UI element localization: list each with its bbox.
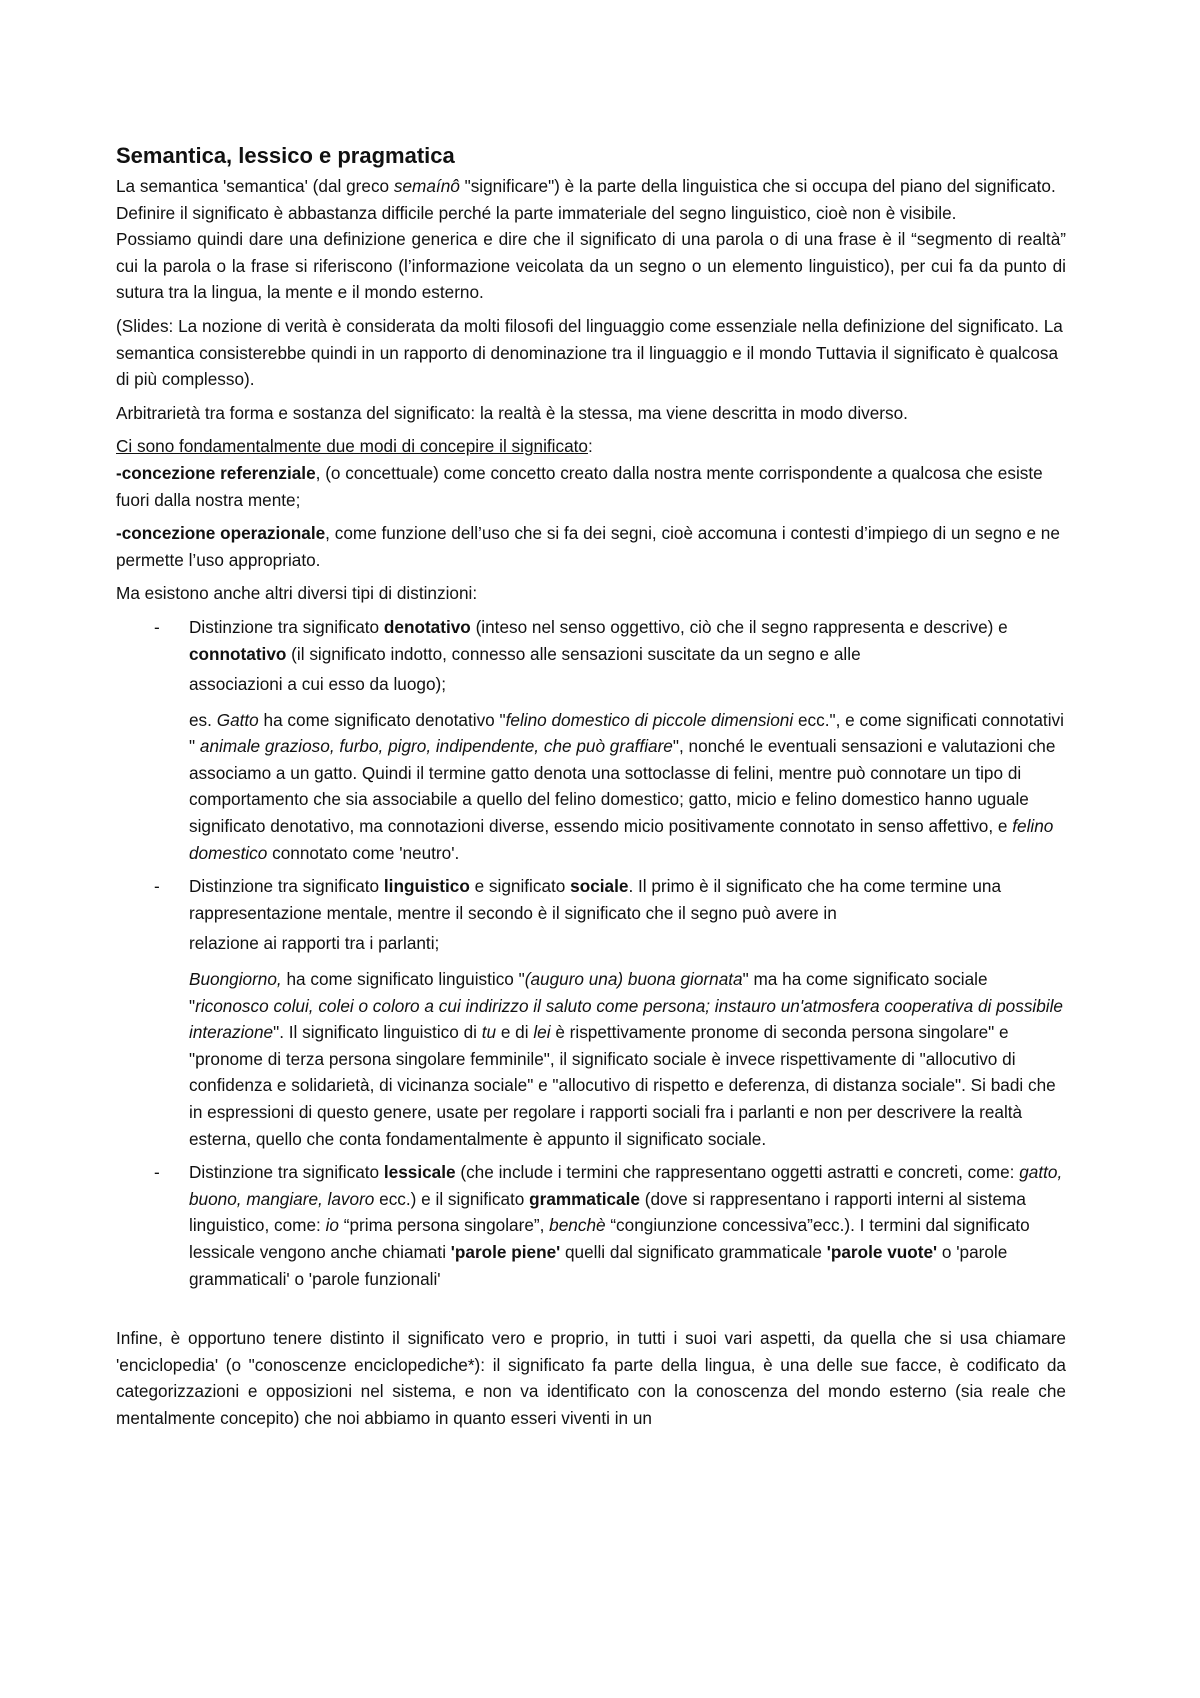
text-run: felino domestico — [189, 816, 1054, 863]
text-run: io — [325, 1215, 339, 1236]
paragraph — [116, 226, 1066, 306]
text-run: Distinzione tra significato — [189, 616, 384, 637]
text-run: grammaticale — [529, 1188, 640, 1209]
text-run: Infine, è opportuno tenere distinto il significato vero e proprio, in tutti i suoi vari aspetti, da quella che si usa chiamare 'enciclopedia' (o "conoscenze enciclopediche*): il significato fa parte della lingua, è una delle sue facce, è codificato da categorizzazioni e opposizioni nel sistema, e non va identificato con la conoscenza del mondo esterno (sia reale che mentalmente concepito) che noi abbiamo in quanto esseri viventi in un — [116, 1328, 1066, 1428]
text-run: es. — [189, 709, 217, 730]
paragraph — [116, 313, 1066, 393]
text-run: sociale — [570, 876, 629, 897]
text-run: Ma esistono anche altri diversi tipi di distinzioni: — [116, 583, 478, 604]
paragraph — [116, 520, 1066, 573]
text-run: (che include i termini che rappresentano oggetti astratti e concreti, come: — [455, 1162, 1020, 1183]
text-run: ecc.", e come significati connotativi " — [189, 709, 1064, 757]
text-run: , (o concettuale) come concetto creato dalla nostra mente corrispondente a qualcosa che esiste fuori dalla nostra mente; — [116, 462, 1043, 510]
distinctions-list — [116, 614, 1066, 1292]
list-item-text-tail — [189, 930, 1066, 957]
list-item-text — [189, 873, 1066, 957]
text-run: Buongiorno, — [189, 969, 282, 990]
text-run: 'parole piene' — [450, 1241, 561, 1262]
text-run: , come funzione dell’uso che si fa dei segni, cioè accomuna i contesti d’impiego di un segno e ne permette l’uso appropriato. — [116, 523, 1060, 570]
closing-paragraph — [116, 1325, 1066, 1431]
text-run: lessicale — [383, 1162, 456, 1183]
text-run: (inteso nel senso oggettivo, ciò che il segno rappresenta e descrive) e — [470, 616, 1008, 637]
text-run: " ma ha come significato sociale " — [189, 969, 988, 1016]
paragraph — [116, 400, 1066, 427]
list-item-example — [189, 966, 1066, 1152]
text-run: Definire il significato è abbastanza difficile perché la parte immateriale del segno linguistico, cioè non è visibile. — [116, 202, 957, 223]
text-run: associazioni a cui esso da luogo); — [189, 674, 447, 695]
text-run: Arbitrarietà tra forma e sostanza del significato: la realtà è la stessa, ma viene descritta in modo diverso. — [116, 402, 908, 423]
text-run: denotativo — [383, 616, 471, 637]
text-run: -concezione operazionale — [116, 523, 326, 544]
list-dash-marker: - — [154, 1162, 160, 1183]
text-run: Possiamo quindi dare una definizione generica e dire che il significato di una parola o di una frase è il “segmento di realtà” cui la parola o la frase si riferiscono (l’informazione veicolata da un segno o un elemento linguistico), per cui fa da punto di sutura tra la lingua, la mente e il mondo esterno. — [116, 229, 1066, 303]
text-run: ha come significato linguistico " — [281, 969, 525, 990]
list-dash-marker: - — [154, 616, 160, 637]
list-item — [116, 614, 1066, 866]
text-run: animale grazioso, furbo, pigro, indipendente, che può graffiare — [199, 736, 673, 757]
paragraph — [116, 460, 1066, 513]
text-run: -concezione referenziale — [116, 462, 316, 483]
paragraph — [116, 173, 1066, 200]
list-item-text — [189, 1159, 1066, 1292]
text-run: “congiunzione concessiva”ecc.). I termini dal significato lessicale vengono anche chiamati — [189, 1215, 1030, 1262]
intro-section — [116, 173, 1066, 607]
text-run: (dove si rappresentano i rapporti interni al sistema linguistico, come: — [189, 1188, 1026, 1236]
text-run: benchè — [549, 1215, 606, 1236]
text-run: riconosco colui, colei o coloro a cui indirizzo il saluto come persona; instauro un'atmosfera cooperativa di possibile interazione — [189, 995, 1063, 1043]
list-item — [116, 1159, 1066, 1292]
text-run: tu — [481, 1022, 497, 1043]
text-run: : — [587, 436, 593, 457]
text-run: quelli dal significato grammaticale — [560, 1241, 827, 1262]
document-page — [116, 141, 1066, 1432]
list-dash-marker: - — [154, 876, 160, 897]
text-run: felino domestico di piccole dimensioni — [505, 709, 794, 730]
list-item — [116, 873, 1066, 1152]
text-run: o 'parole grammaticali' o 'parole funzionali' — [189, 1241, 1008, 1289]
text-run: 'parole vuote' — [826, 1241, 938, 1262]
text-run: ecc.) e il significato — [374, 1188, 530, 1209]
text-run: gatto, buono, mangiare, lavoro — [189, 1162, 1063, 1209]
text-run: e di — [496, 1022, 534, 1043]
text-run: ha come significato denotativo " — [258, 709, 506, 730]
text-run: Gatto — [216, 709, 259, 730]
list-item-text-tail — [189, 671, 1066, 698]
text-run: Distinzione tra significato — [189, 876, 384, 897]
paragraph — [116, 433, 1066, 460]
text-run: “prima persona singolare”, — [339, 1215, 550, 1236]
text-run: e significato — [469, 876, 571, 897]
text-run: lei — [533, 1022, 551, 1043]
text-run: connotato come 'neutro'. — [267, 842, 460, 863]
paragraph — [116, 200, 1066, 227]
text-run: (auguro una) buona giornata — [524, 969, 743, 990]
text-run: (Slides: La nozione di verità è considerata da molti filosofi del linguaggio come essenziale nella definizione del significato. La semantica consisterebbe quindi in un rapporto di denominazione tra il linguaggio e il mondo Tuttavia il significato è qualcosa di più complesso). — [116, 315, 1063, 390]
text-run: . Il primo è il significato che ha come termine una rappresentazione mentale, mentre il secondo è il significato che il segno può avere in — [189, 876, 1002, 923]
text-run: Distinzione tra significato — [189, 1162, 384, 1183]
text-run: (il significato indotto, connesso alle sensazioni suscitate da un segno e alle — [286, 643, 861, 664]
text-run: "significare") è la parte della linguistica che si occupa del piano del significato. — [459, 176, 1056, 196]
list-item-text — [189, 614, 1066, 698]
text-run: linguistico — [383, 876, 470, 897]
text-run: Ci sono fondamentalmente due modi di concepire il significato — [116, 436, 588, 457]
document-title: Semantica, lessico e pragmatica — [116, 143, 455, 168]
text-run: La semantica 'semantica' (dal greco — [116, 176, 394, 196]
text-run: semaínô — [393, 176, 460, 196]
text-run: è rispettivamente pronome di seconda persona singolare" e "pronome di terza persona singolare femminile", il significato sociale è invece rispettivamente di "allocutivo di confidenza e solidarietà, di vicinanza sociale" e "allocutivo di rispetto e deferenza, di distanza sociale". Si badi che in espressioni di questo genere, usate per regolare i rapporti sociali fra i parlanti e non per descrivere la realtà esterna, quello che conta fondamentalmente è appunto il significato sociale. — [189, 1022, 1056, 1149]
text-run: ", nonché le eventuali sensazioni e valutazioni che associamo a un gatto. Quindi il termine gatto denota una sottoclasse di felini, mentre può connotare un tipo di comportamento che sia associabile a quello del felino domestico; gatto, micio e felino domestico hanno uguale significato denotativo, ma connotazioni diverse, essendo micio positivamente connotato in senso affettivo, e — [189, 736, 1056, 837]
paragraph — [116, 580, 1066, 607]
text-run: relazione ai rapporti tra i parlanti; — [189, 933, 440, 954]
text-run: ". Il significato linguistico di — [273, 1022, 482, 1043]
list-item-example — [189, 707, 1066, 867]
text-run: connotativo — [189, 643, 287, 664]
